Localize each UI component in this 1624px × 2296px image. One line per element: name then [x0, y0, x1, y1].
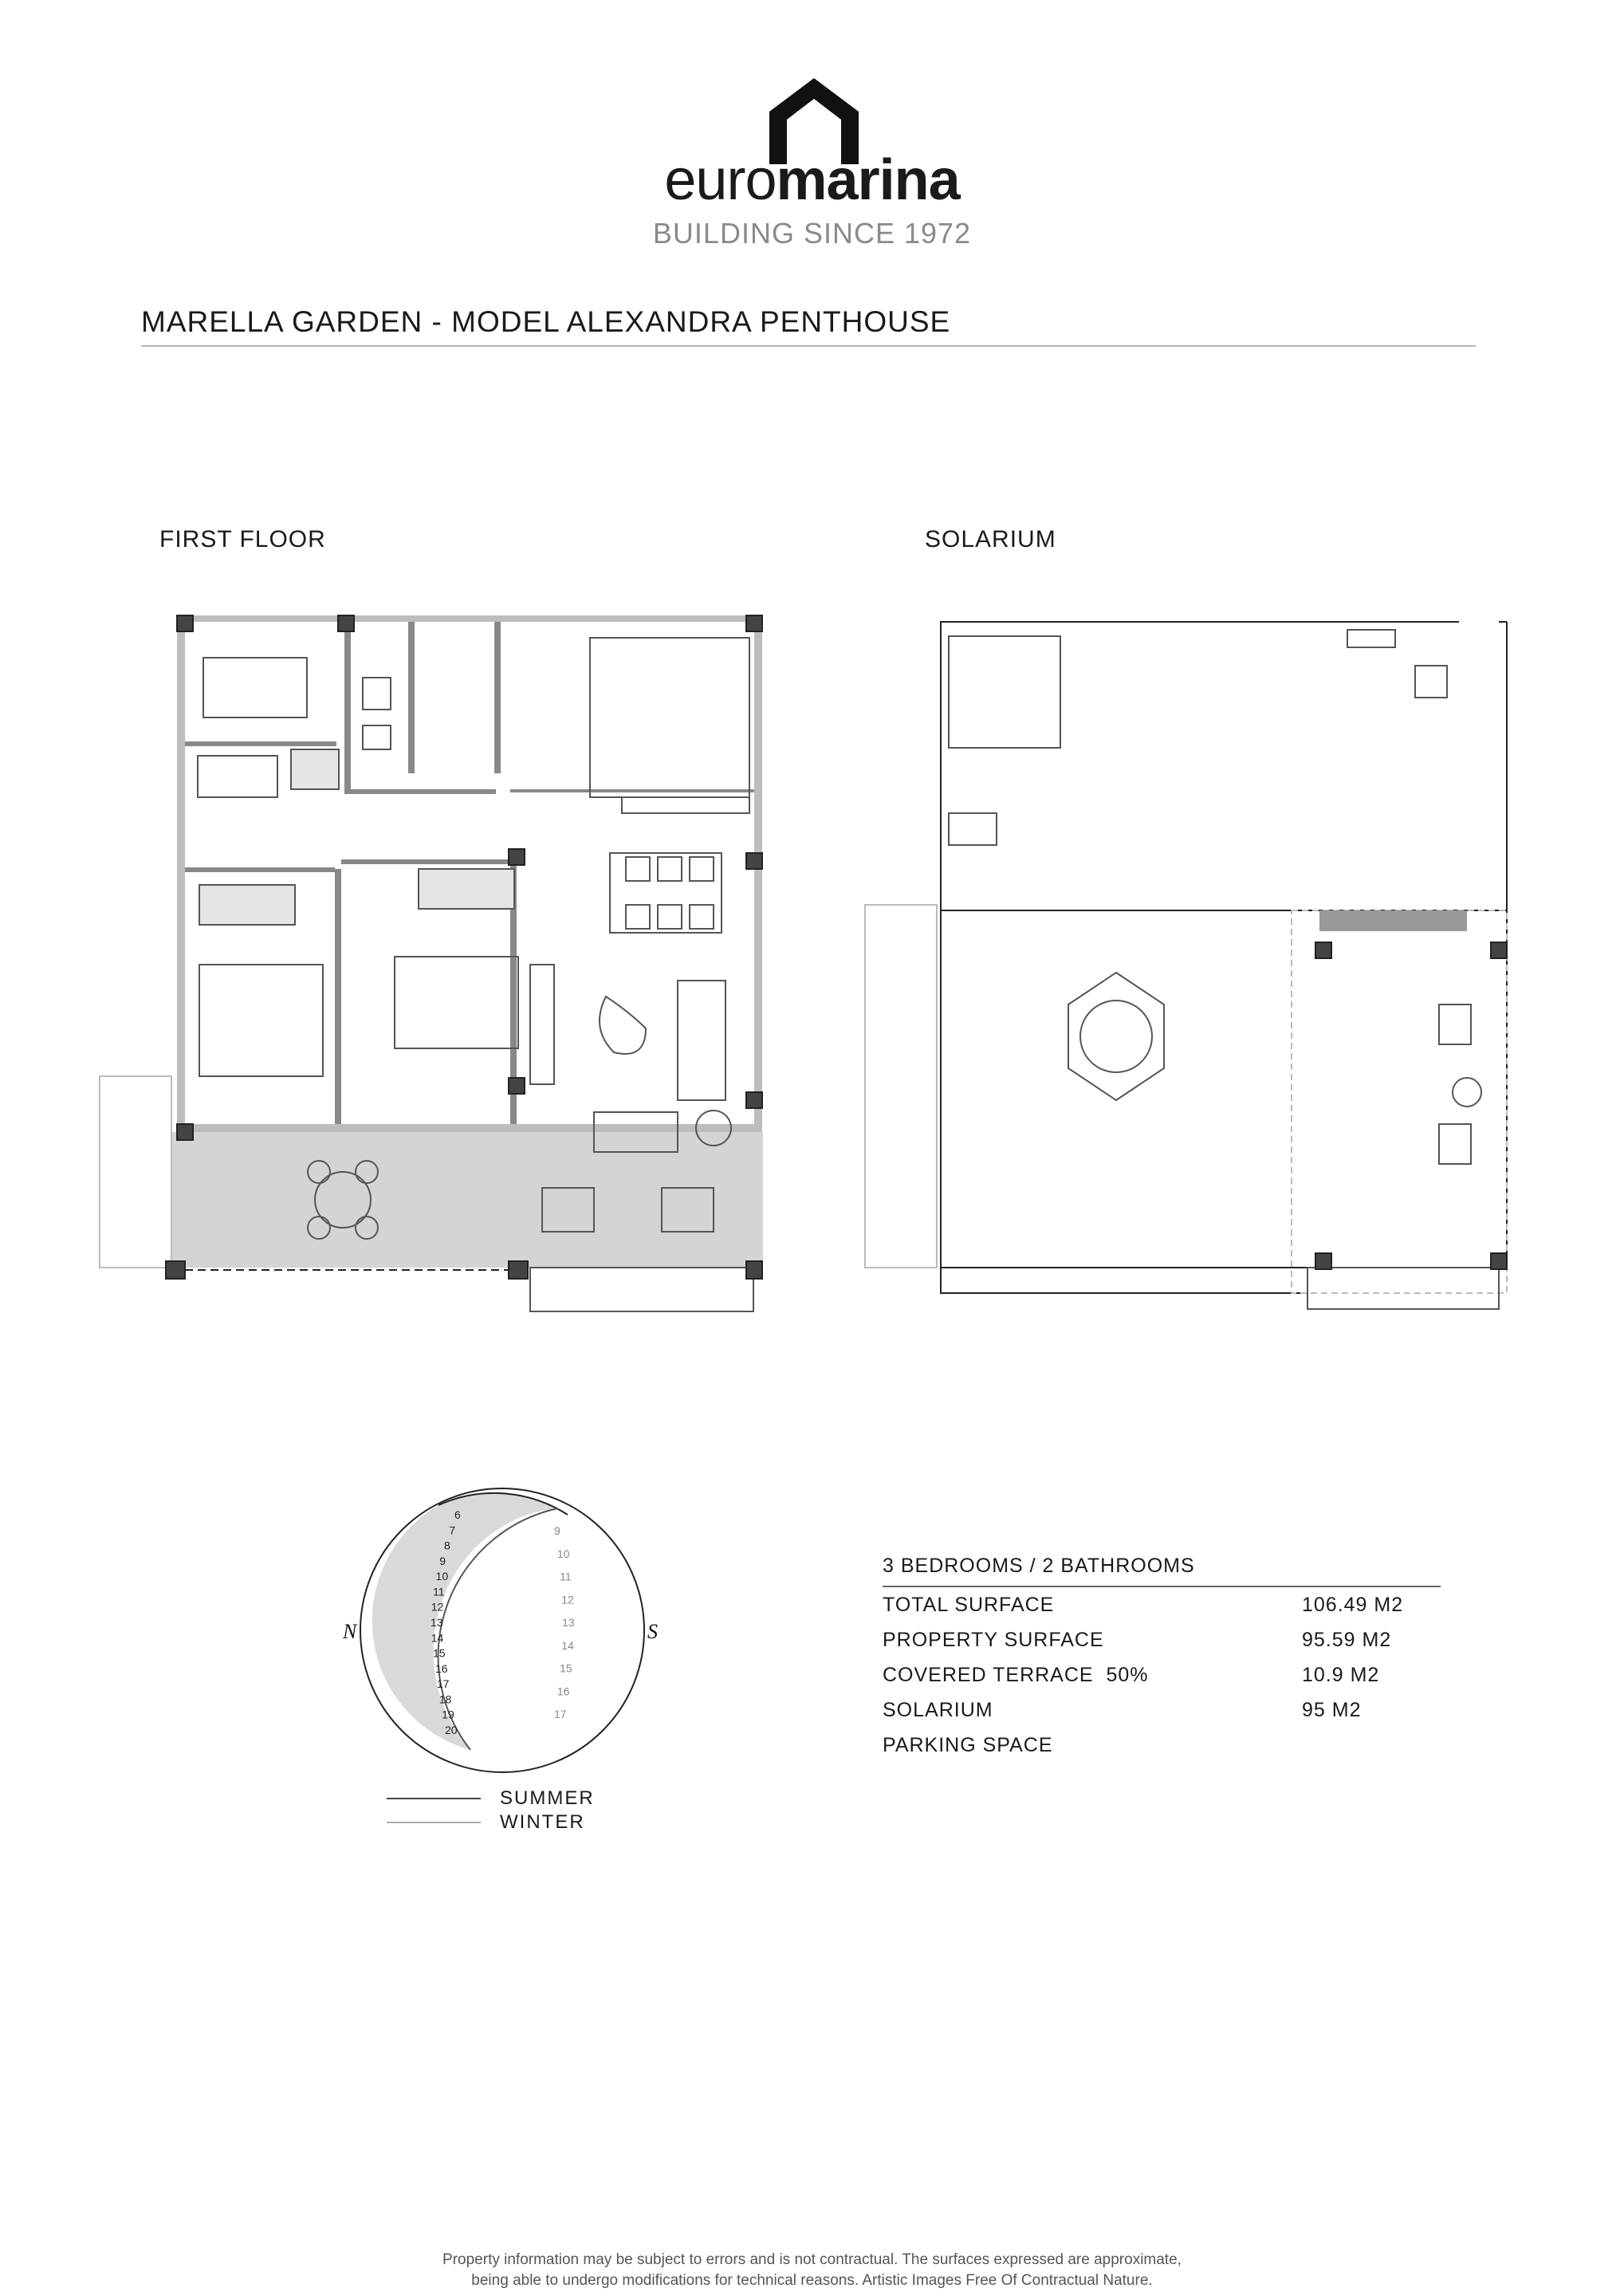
winter-hour-label: 17: [554, 1708, 567, 1720]
winter-hour-label: 13: [562, 1616, 575, 1629]
summer-hour-label: 12: [431, 1600, 444, 1614]
spec-row: [883, 1622, 1441, 1657]
summer-hour-label: 17: [436, 1677, 450, 1691]
disclaimer-line: Property information may be subject to errors and is not contractual. The surfaces expressed are approximate,: [442, 2251, 1182, 2268]
brand-name-light: euro: [664, 148, 777, 212]
legend-summer-label: SUMMER: [500, 1787, 595, 1809]
solarium-plan: [861, 614, 1547, 1331]
summer-hour-label: 9: [439, 1554, 446, 1567]
spec-row: [883, 1693, 1441, 1728]
summer-hour-label: 15: [432, 1646, 446, 1660]
north-label: N: [343, 1620, 357, 1643]
summer-hour-label: 14: [431, 1631, 444, 1645]
winter-hour-label: 14: [561, 1638, 574, 1652]
specs-table: [883, 1555, 1441, 1763]
legend-winter-label: WINTER: [500, 1811, 585, 1833]
summer-hour-label: 10: [435, 1570, 449, 1583]
brand-name: [0, 148, 1624, 212]
spec-label: COVERED TERRACE 50%: [883, 1663, 1149, 1686]
spec-label: PROPERTY SURFACE: [883, 1628, 1104, 1651]
summer-hour-label: 18: [438, 1693, 452, 1706]
winter-hour-label: 11: [560, 1570, 572, 1583]
summer-hour-label: 11: [432, 1585, 445, 1598]
title-divider: [141, 345, 1476, 347]
spec-value: 95.59 M2: [1302, 1628, 1392, 1651]
spec-label: PARKING SPACE: [883, 1733, 1053, 1756]
specs-heading: 3 BEDROOMS / 2 BATHROOMS: [883, 1555, 1441, 1587]
spec-label: SOLARIUM: [883, 1698, 993, 1721]
south-label: S: [647, 1620, 658, 1643]
spec-value: 106.49 M2: [1302, 1593, 1404, 1616]
winter-hour-label: 16: [556, 1685, 570, 1698]
solarium-label: SOLARIUM: [925, 526, 1056, 552]
spec-label: TOTAL SURFACE: [883, 1593, 1055, 1616]
brand-tagline: BUILDING SINCE 1972: [652, 217, 972, 250]
winter-line-icon: [387, 1822, 481, 1823]
sun-path-legend: [387, 1787, 595, 1834]
spec-row: [883, 1657, 1441, 1693]
sun-path-diagram: [319, 1483, 686, 1782]
legend-summer: [387, 1787, 595, 1810]
summer-hour-label: 6: [454, 1508, 461, 1521]
summer-hour-label: 20: [445, 1724, 458, 1736]
spec-row: [883, 1728, 1441, 1763]
summer-hour-label: 7: [449, 1523, 456, 1537]
winter-hour-label: 15: [560, 1661, 572, 1675]
spec-row: [883, 1587, 1441, 1622]
summer-line-icon: [387, 1798, 481, 1799]
summer-hour-label: 16: [435, 1661, 448, 1675]
disclaimer: [0, 2250, 1624, 2291]
spec-value: 10.9 M2: [1302, 1663, 1380, 1686]
summer-hour-label: 8: [443, 1539, 450, 1552]
spec-value: 95 M2: [1302, 1698, 1362, 1721]
first-floor-plan: [96, 614, 773, 1331]
winter-hour-label: 10: [556, 1547, 570, 1560]
first-floor-label: FIRST FLOOR: [159, 526, 326, 552]
summer-hour-label: 13: [431, 1616, 443, 1629]
legend-winter: [387, 1810, 595, 1834]
winter-hour-label: 9: [554, 1524, 560, 1537]
disclaimer-line: being able to undergo modifications for technical reasons. Artistic Images Free Of Contractual Nature.: [471, 2272, 1153, 2289]
winter-hour-label: 12: [561, 1593, 574, 1606]
page-title: MARELLA GARDEN - MODEL ALEXANDRA PENTHOUSE: [141, 305, 951, 338]
brand-name-bold: marina: [776, 148, 960, 212]
summer-hour-label: 19: [442, 1708, 454, 1721]
